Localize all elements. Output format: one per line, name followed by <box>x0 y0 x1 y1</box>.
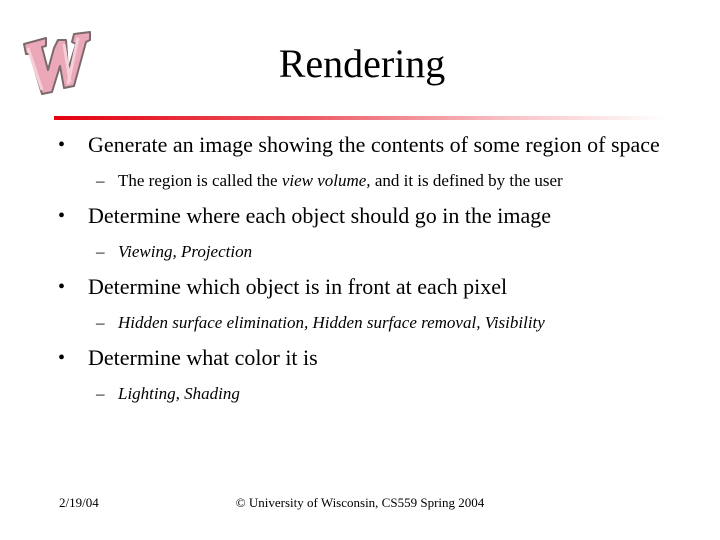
bullet-icon: • <box>58 134 66 156</box>
bullet-text: Determine what color it is <box>88 345 318 370</box>
sub-bullet-text-part: and it is defined by the user <box>370 171 563 190</box>
slide-content <box>56 130 676 414</box>
dash-icon: – <box>96 171 105 190</box>
bullet-item <box>56 130 676 160</box>
bullet-icon: • <box>58 276 66 298</box>
footer-date: 2/19/04 <box>59 495 99 510</box>
bullet-item <box>56 272 676 302</box>
bullet-item <box>56 343 676 373</box>
title-underline <box>54 116 666 120</box>
bullet-icon: • <box>58 205 66 227</box>
sub-bullet-text: Hidden surface elimination, Hidden surface removal, Visibility <box>118 313 545 332</box>
bullet-item <box>56 201 676 231</box>
bullet-text: Determine which object is in front at each pixel <box>88 274 508 299</box>
sub-bullet-item <box>56 169 676 193</box>
sub-bullet-text-part: The region is called the <box>118 171 282 190</box>
dash-icon: – <box>96 313 105 332</box>
slide-title: Rendering <box>278 41 446 86</box>
sub-bullet-text: Viewing, Projection <box>118 242 253 261</box>
sub-bullet-emphasis: view volume, <box>281 171 371 190</box>
sub-bullet-item <box>56 240 676 264</box>
sub-bullet-text: Lighting, Shading <box>118 384 240 403</box>
bullet-text: Generate an image showing the contents of some region of space <box>88 132 660 157</box>
footer-copyright: © University of Wisconsin, CS559 Spring 2004 <box>235 495 485 510</box>
sub-bullet-item <box>56 311 676 335</box>
bullet-icon: • <box>58 347 66 369</box>
dash-icon: – <box>96 242 105 261</box>
dash-icon: – <box>96 384 105 403</box>
sub-bullet-item <box>56 382 676 406</box>
bullet-text: Determine where each object should go in the image <box>88 203 552 228</box>
